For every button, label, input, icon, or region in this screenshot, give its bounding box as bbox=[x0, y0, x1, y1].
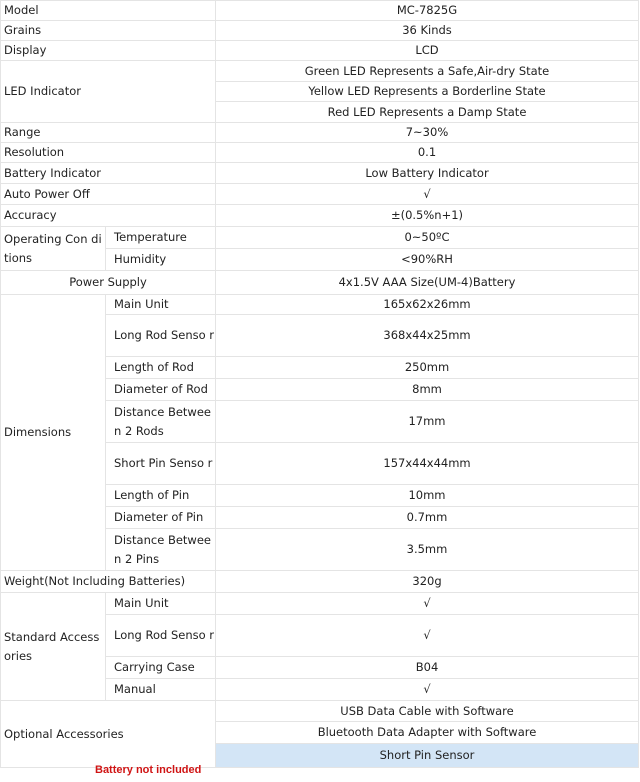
value-cell: √ bbox=[216, 679, 639, 701]
table-row bbox=[1, 271, 639, 295]
value-cell: 165x62x26mm bbox=[216, 295, 639, 315]
value-cell: Bluetooth Data Adapter with Software bbox=[216, 722, 639, 744]
value-cell: <90%RH bbox=[216, 249, 639, 271]
table-row bbox=[1, 227, 639, 249]
label-cell: Resolution bbox=[1, 143, 216, 163]
value-cell: 3.5mm bbox=[216, 529, 639, 571]
label-cell: LED Indicator bbox=[1, 61, 216, 123]
value-cell: ±(0.5%n+1) bbox=[216, 205, 639, 227]
label-cell: Accuracy bbox=[1, 205, 216, 227]
sub-label-cell: Short Pin Senso r bbox=[106, 443, 216, 485]
group-label: Dimensions bbox=[1, 295, 106, 571]
label-cell: Power Supply bbox=[1, 271, 216, 295]
sub-label-cell: Temperature bbox=[106, 227, 216, 249]
group-label: Optional Accessories bbox=[1, 701, 216, 768]
table-row bbox=[1, 205, 639, 227]
label-cell: Display bbox=[1, 41, 216, 61]
table-row bbox=[1, 163, 639, 184]
value-cell: LCD bbox=[216, 41, 639, 61]
group-label: Operating Con ditions bbox=[1, 227, 106, 271]
value-cell: 250mm bbox=[216, 357, 639, 379]
table-row bbox=[1, 61, 639, 82]
table-row bbox=[1, 21, 639, 41]
table-row bbox=[1, 1, 639, 21]
value-cell: 7~30% bbox=[216, 123, 639, 143]
value-cell: 0~50ºC bbox=[216, 227, 639, 249]
value-cell: MC-7825G bbox=[216, 1, 639, 21]
sub-label-cell: Main Unit bbox=[106, 593, 216, 615]
value-cell: 36 Kinds bbox=[216, 21, 639, 41]
highlighted-value-cell: Short Pin Sensor bbox=[216, 744, 639, 768]
sub-label-cell: Manual bbox=[106, 679, 216, 701]
value-cell: 0.7mm bbox=[216, 507, 639, 529]
sub-label-cell: Long Rod Senso r bbox=[106, 315, 216, 357]
sub-label-cell: Diameter of Pin bbox=[106, 507, 216, 529]
sub-label-cell: Diameter of Rod bbox=[106, 379, 216, 401]
table-row bbox=[1, 143, 639, 163]
sub-label-cell: Carrying Case bbox=[106, 657, 216, 679]
value-cell: 17mm bbox=[216, 401, 639, 443]
table-row bbox=[1, 295, 639, 315]
label-cell: Grains bbox=[1, 21, 216, 41]
table-row bbox=[1, 701, 639, 722]
table-row bbox=[1, 571, 639, 593]
value-cell: Red LED Represents a Damp State bbox=[216, 102, 639, 123]
label-cell: Auto Power Off bbox=[1, 184, 216, 205]
value-cell: √ bbox=[216, 593, 639, 615]
label-cell: Weight(Not Including Batteries) bbox=[1, 571, 216, 593]
battery-note: Battery not included bbox=[95, 764, 202, 776]
label-cell: Model bbox=[1, 1, 216, 21]
value-cell: 368x44x25mm bbox=[216, 315, 639, 357]
table-row bbox=[1, 123, 639, 143]
table-row bbox=[1, 184, 639, 205]
group-label: Standard Accessories bbox=[1, 593, 106, 701]
value-cell: 0.1 bbox=[216, 143, 639, 163]
value-cell: 4x1.5V AAA Size(UM-4)Battery bbox=[216, 271, 639, 295]
value-cell: B04 bbox=[216, 657, 639, 679]
value-cell: √ bbox=[216, 184, 639, 205]
sub-label-cell: Main Unit bbox=[106, 295, 216, 315]
value-cell: 8mm bbox=[216, 379, 639, 401]
table-row bbox=[1, 593, 639, 615]
label-cell: Range bbox=[1, 123, 216, 143]
value-cell: 320g bbox=[216, 571, 639, 593]
sub-label-cell: Distance Betwee n 2 Pins bbox=[106, 529, 216, 571]
value-cell: 157x44x44mm bbox=[216, 443, 639, 485]
value-cell: Green LED Represents a Safe,Air-dry State bbox=[216, 61, 639, 82]
sub-label-cell: Length of Pin bbox=[106, 485, 216, 507]
value-cell: Yellow LED Represents a Borderline State bbox=[216, 82, 639, 102]
value-cell: √ bbox=[216, 615, 639, 657]
value-cell: USB Data Cable with Software bbox=[216, 701, 639, 722]
sub-label-cell: Humidity bbox=[106, 249, 216, 271]
sub-label-cell: Distance Betwee n 2 Rods bbox=[106, 401, 216, 443]
sub-label-cell: Long Rod Senso r bbox=[106, 615, 216, 657]
value-cell: 10mm bbox=[216, 485, 639, 507]
table-row bbox=[1, 41, 639, 61]
value-cell: Low Battery Indicator bbox=[216, 163, 639, 184]
sub-label-cell: Length of Rod bbox=[106, 357, 216, 379]
label-cell: Battery Indicator bbox=[1, 163, 216, 184]
